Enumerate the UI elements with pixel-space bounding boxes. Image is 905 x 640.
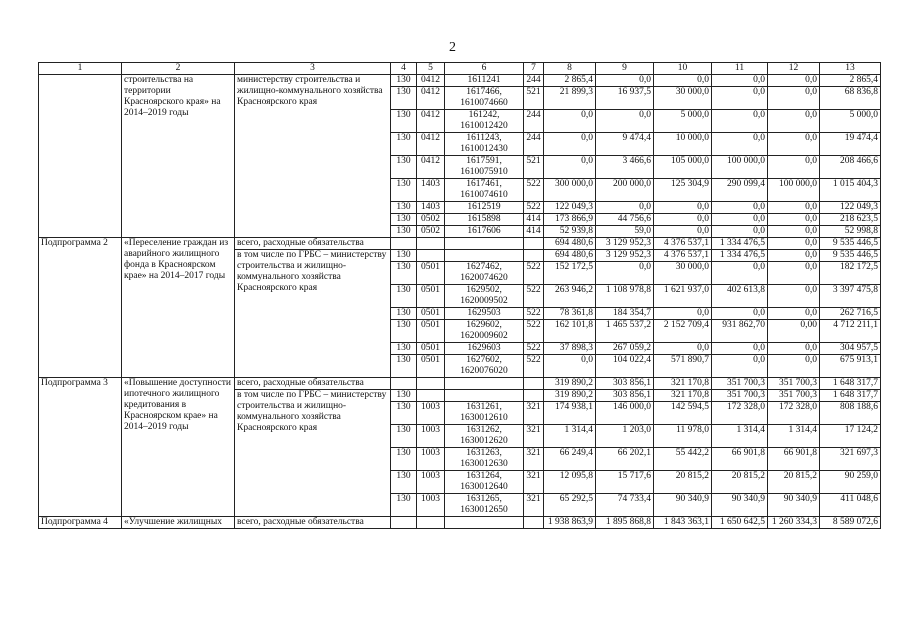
- table-cell: 1 334 476,5: [712, 250, 768, 262]
- table-cell: 321: [524, 425, 544, 448]
- table-cell: 402 613,8: [712, 285, 768, 308]
- table-cell: [445, 390, 524, 402]
- table-cell: 130: [391, 250, 417, 262]
- table-cell: 0,0: [712, 214, 768, 226]
- table-cell: 0502: [417, 226, 445, 238]
- program-cell: Подпрограмма 2: [39, 238, 122, 378]
- col-header: 5: [417, 63, 445, 75]
- table-cell: 0,0: [768, 343, 820, 355]
- table-cell: 1403: [417, 202, 445, 214]
- table-cell: 100 000,0: [712, 156, 768, 179]
- table-cell: 130: [391, 226, 417, 238]
- table-cell: 1629602, 1620009602: [445, 320, 524, 343]
- table-cell: 130: [391, 471, 417, 494]
- table-cell: 319 890,2: [544, 390, 596, 402]
- table-cell: 122 049,3: [544, 202, 596, 214]
- table-cell: 1612519: [445, 202, 524, 214]
- table-cell: 0,0: [712, 75, 768, 87]
- table-cell: 146 000,0: [596, 402, 654, 425]
- table-cell: 3 129 952,3: [596, 250, 654, 262]
- table-cell: 130: [391, 494, 417, 517]
- grbs-cell: всего, расходные обязательства: [235, 517, 391, 529]
- table-cell: 1 648 317,7: [820, 390, 881, 402]
- table-cell: 162 101,8: [544, 320, 596, 343]
- grbs-cell: всего, расходные обязательства: [235, 378, 391, 390]
- table-cell: [417, 238, 445, 250]
- table-cell: 130: [391, 133, 417, 156]
- table-cell: 0,0: [596, 110, 654, 133]
- table-cell: 10 000,0: [654, 133, 712, 156]
- table-cell: 9 535 446,5: [820, 238, 881, 250]
- grbs-cell: в том числе по ГРБС – министерству строительства и жилищно-коммунального хозяйства Красноярского края: [235, 390, 391, 517]
- col-header: 6: [445, 63, 524, 75]
- table-cell: 4 376 537,1: [654, 250, 712, 262]
- table-cell: 1003: [417, 448, 445, 471]
- table-cell: 2 865,4: [544, 75, 596, 87]
- table-cell: [417, 517, 445, 529]
- col-header: 4: [391, 63, 417, 75]
- table-cell: 20 815,2: [712, 471, 768, 494]
- table-cell: 0,0: [768, 308, 820, 320]
- col-header: 12: [768, 63, 820, 75]
- table-cell: 208 466,6: [820, 156, 881, 179]
- table-cell: 0,0: [768, 87, 820, 110]
- table-cell: 1 465 537,2: [596, 320, 654, 343]
- table-cell: 1 314,4: [712, 425, 768, 448]
- table-cell: [445, 378, 524, 390]
- table-cell: 0,0: [768, 214, 820, 226]
- name-cell: строительства на территории Красноярского края» на 2014–2019 годы: [122, 75, 235, 238]
- table-cell: 0,0: [712, 355, 768, 378]
- table-cell: 4 376 537,1: [654, 238, 712, 250]
- table-cell: 66 202,1: [596, 448, 654, 471]
- table-cell: 130: [391, 214, 417, 226]
- table-cell: 319 890,2: [544, 378, 596, 390]
- table-cell: 130: [391, 343, 417, 355]
- table-cell: 0,0: [768, 226, 820, 238]
- table-cell: 105 000,0: [654, 156, 712, 179]
- table-cell: 1003: [417, 494, 445, 517]
- table-row: [39, 75, 881, 87]
- table-body: [39, 75, 881, 529]
- col-header: 10: [654, 63, 712, 75]
- table-cell: 173 866,9: [544, 214, 596, 226]
- table-cell: 74 733,4: [596, 494, 654, 517]
- table-cell: 1 650 642,5: [712, 517, 768, 529]
- table-cell: 522: [524, 343, 544, 355]
- table-cell: 0,0: [544, 110, 596, 133]
- table-cell: 1631264, 1630012640: [445, 471, 524, 494]
- table-cell: 0,0: [654, 343, 712, 355]
- table-cell: 78 361,8: [544, 308, 596, 320]
- table-cell: 1631262, 1630012620: [445, 425, 524, 448]
- table-cell: 66 249,4: [544, 448, 596, 471]
- table-cell: 414: [524, 214, 544, 226]
- table-cell: 303 856,1: [596, 390, 654, 402]
- table-cell: 522: [524, 202, 544, 214]
- table-cell: 130: [391, 110, 417, 133]
- table-cell: 1615898: [445, 214, 524, 226]
- table-cell: 1629502, 1620009502: [445, 285, 524, 308]
- table-cell: 122 049,3: [820, 202, 881, 214]
- table-cell: 1003: [417, 402, 445, 425]
- table-cell: 66 901,8: [768, 448, 820, 471]
- table-cell: 0,0: [544, 156, 596, 179]
- table-cell: 0,0: [768, 238, 820, 250]
- table-cell: 0,0: [768, 156, 820, 179]
- table-cell: 0501: [417, 343, 445, 355]
- name-cell: «Переселение граждан из аварийного жилищного фонда в Красноярском крае» на 2014–2017 годы: [122, 238, 235, 378]
- table-cell: 694 480,6: [544, 250, 596, 262]
- table-cell: 130: [391, 202, 417, 214]
- table-cell: 3 397 475,8: [820, 285, 881, 308]
- table-cell: 0,0: [768, 133, 820, 156]
- table-cell: 0,0: [654, 226, 712, 238]
- table-cell: 1 260 334,3: [768, 517, 820, 529]
- table-cell: 1003: [417, 425, 445, 448]
- table-cell: 3 466,6: [596, 156, 654, 179]
- table-cell: 321 697,3: [820, 448, 881, 471]
- table-cell: 68 836,8: [820, 87, 881, 110]
- table-cell: 244: [524, 133, 544, 156]
- table-cell: [524, 378, 544, 390]
- table-cell: 321: [524, 448, 544, 471]
- table-cell: 1617606: [445, 226, 524, 238]
- table-cell: 0,0: [768, 202, 820, 214]
- col-header: 2: [122, 63, 235, 75]
- table-cell: 262 716,5: [820, 308, 881, 320]
- table-cell: 2 152 709,4: [654, 320, 712, 343]
- table-cell: 0,0: [712, 87, 768, 110]
- table-cell: 321 170,8: [654, 378, 712, 390]
- table-cell: 694 480,6: [544, 238, 596, 250]
- table-cell: 522: [524, 355, 544, 378]
- table-cell: 16 937,5: [596, 87, 654, 110]
- table-cell: 0,0: [712, 308, 768, 320]
- table-cell: 0412: [417, 110, 445, 133]
- table-cell: 8 589 072,6: [820, 517, 881, 529]
- table-cell: 90 340,9: [712, 494, 768, 517]
- table-cell: 0501: [417, 285, 445, 308]
- table-cell: 90 340,9: [654, 494, 712, 517]
- table-cell: 130: [391, 425, 417, 448]
- table-cell: 0412: [417, 75, 445, 87]
- table-cell: [445, 250, 524, 262]
- budget-table: [38, 62, 881, 529]
- table-cell: 37 898,3: [544, 343, 596, 355]
- table-cell: 0,0: [712, 110, 768, 133]
- table-cell: 9 535 446,5: [820, 250, 881, 262]
- table-cell: 161242, 1610012420: [445, 110, 524, 133]
- col-header: 7: [524, 63, 544, 75]
- table-cell: 184 354,7: [596, 308, 654, 320]
- table-cell: 0,0: [596, 75, 654, 87]
- table-cell: 263 946,2: [544, 285, 596, 308]
- table-cell: 174 938,1: [544, 402, 596, 425]
- table-cell: 351 700,3: [768, 378, 820, 390]
- table-cell: 321: [524, 471, 544, 494]
- table-cell: 522: [524, 262, 544, 285]
- table-cell: 90 259,0: [820, 471, 881, 494]
- table-cell: 300 000,0: [544, 179, 596, 202]
- table-cell: [445, 517, 524, 529]
- table-cell: 1629603: [445, 343, 524, 355]
- table-cell: 12 095,8: [544, 471, 596, 494]
- table-cell: 1631261, 1630012610: [445, 402, 524, 425]
- table-cell: 290 099,4: [712, 179, 768, 202]
- table-cell: 142 594,5: [654, 402, 712, 425]
- table-cell: 218 623,5: [820, 214, 881, 226]
- table-cell: 0,0: [544, 355, 596, 378]
- table-cell: 44 756,6: [596, 214, 654, 226]
- header-row: [39, 63, 881, 75]
- table-cell: 130: [391, 156, 417, 179]
- table-cell: 321: [524, 402, 544, 425]
- table-cell: 571 890,7: [654, 355, 712, 378]
- program-cell: Подпрограмма 4: [39, 517, 122, 529]
- table-cell: 1 648 317,7: [820, 378, 881, 390]
- col-header: 1: [39, 63, 122, 75]
- table-cell: 30 000,0: [654, 262, 712, 285]
- table-row: [39, 238, 881, 250]
- table-cell: 52 939,8: [544, 226, 596, 238]
- table-cell: 21 899,3: [544, 87, 596, 110]
- table-cell: 130: [391, 308, 417, 320]
- table-row: [39, 517, 881, 529]
- table-cell: 5 000,0: [654, 110, 712, 133]
- table-cell: 0,0: [712, 226, 768, 238]
- table-cell: [524, 238, 544, 250]
- table-cell: 0501: [417, 262, 445, 285]
- table-cell: 130: [391, 402, 417, 425]
- table-cell: 182 172,5: [820, 262, 881, 285]
- table-cell: 0,0: [596, 202, 654, 214]
- table-cell: 100 000,0: [768, 179, 820, 202]
- table-cell: 1629503: [445, 308, 524, 320]
- table-cell: 130: [391, 448, 417, 471]
- table-cell: 1631265, 1630012650: [445, 494, 524, 517]
- table-cell: 65 292,5: [544, 494, 596, 517]
- table-cell: 0502: [417, 214, 445, 226]
- table-cell: 130: [391, 87, 417, 110]
- table-cell: 0,0: [712, 262, 768, 285]
- table-cell: 66 901,8: [712, 448, 768, 471]
- table-cell: 17 124,2: [820, 425, 881, 448]
- table-cell: 0,0: [768, 262, 820, 285]
- col-header: 11: [712, 63, 768, 75]
- grbs-cell: всего, расходные обязательства: [235, 238, 391, 250]
- table-cell: 522: [524, 179, 544, 202]
- table-cell: 1 843 363,1: [654, 517, 712, 529]
- table-cell: 130: [391, 320, 417, 343]
- table-cell: 104 022,4: [596, 355, 654, 378]
- table-cell: 244: [524, 110, 544, 133]
- table-cell: 0,0: [654, 202, 712, 214]
- table-cell: 130: [391, 179, 417, 202]
- table-cell: 267 059,2: [596, 343, 654, 355]
- table-cell: 522: [524, 285, 544, 308]
- col-header: 13: [820, 63, 881, 75]
- table-cell: 5 000,0: [820, 110, 881, 133]
- table-cell: 675 913,1: [820, 355, 881, 378]
- table-cell: 125 304,9: [654, 179, 712, 202]
- table-cell: 0501: [417, 308, 445, 320]
- program-cell: [39, 75, 122, 238]
- table-cell: 130: [391, 75, 417, 87]
- table-cell: 2 865,4: [820, 75, 881, 87]
- table-cell: [391, 378, 417, 390]
- table-cell: 20 815,2: [654, 471, 712, 494]
- table-cell: 0,0: [654, 75, 712, 87]
- table-cell: 1617591, 1610075910: [445, 156, 524, 179]
- table-cell: 130: [391, 355, 417, 378]
- table-cell: [524, 250, 544, 262]
- name-cell: «Повышение доступности ипотечного жилищного кредитования в Красноярском крае» на 2014–2019 годы: [122, 378, 235, 517]
- table-cell: 172 328,0: [712, 402, 768, 425]
- table-cell: 244: [524, 75, 544, 87]
- table-cell: [417, 250, 445, 262]
- table-cell: 1 334 476,5: [712, 238, 768, 250]
- table-cell: 0,0: [768, 110, 820, 133]
- table-cell: 11 978,0: [654, 425, 712, 448]
- table-cell: 1611241: [445, 75, 524, 87]
- grbs-cell: в том числе по ГРБС – министерству строительства и жилищно-коммунального хозяйства Красноярского края: [235, 250, 391, 378]
- col-header: 8: [544, 63, 596, 75]
- table-cell: 90 340,9: [768, 494, 820, 517]
- table-cell: 0,0: [768, 285, 820, 308]
- table-cell: 9 474,4: [596, 133, 654, 156]
- table-cell: 1 938 863,9: [544, 517, 596, 529]
- table-cell: 172 328,0: [768, 402, 820, 425]
- table-cell: 1 015 404,3: [820, 179, 881, 202]
- grbs-cell: министерству строительства и жилищно-коммунального хозяйства Красноярского края: [235, 75, 391, 238]
- table-cell: 414: [524, 226, 544, 238]
- table-cell: 130: [391, 262, 417, 285]
- table-cell: [417, 390, 445, 402]
- table-cell: 1 895 868,8: [596, 517, 654, 529]
- table-cell: 1 314,4: [544, 425, 596, 448]
- table-cell: 321: [524, 494, 544, 517]
- table-cell: 0501: [417, 355, 445, 378]
- table-cell: 522: [524, 320, 544, 343]
- table-cell: 0,0: [712, 343, 768, 355]
- table-cell: 0,0: [712, 133, 768, 156]
- table-cell: 15 717,6: [596, 471, 654, 494]
- table-cell: 1627602, 1620076020: [445, 355, 524, 378]
- table-cell: 808 188,6: [820, 402, 881, 425]
- col-header: 3: [235, 63, 391, 75]
- table-cell: 1 621 937,0: [654, 285, 712, 308]
- table-cell: [445, 238, 524, 250]
- table-cell: 0,0: [544, 133, 596, 156]
- name-cell: «Улучшение жилищных: [122, 517, 235, 529]
- table-cell: 304 957,5: [820, 343, 881, 355]
- table-cell: 52 998,8: [820, 226, 881, 238]
- table-cell: 19 474,4: [820, 133, 881, 156]
- table-cell: 130: [391, 390, 417, 402]
- table-cell: 0501: [417, 320, 445, 343]
- table-cell: 1627462, 1620074620: [445, 262, 524, 285]
- table-cell: 20 815,2: [768, 471, 820, 494]
- table-cell: 411 048,6: [820, 494, 881, 517]
- table-cell: 0,0: [768, 75, 820, 87]
- table-cell: 1617466, 1610074660: [445, 87, 524, 110]
- table-cell: 1631263, 1630012630: [445, 448, 524, 471]
- table-cell: 3 129 952,3: [596, 238, 654, 250]
- table-cell: 0,0: [768, 250, 820, 262]
- table-cell: 4 712 211,1: [820, 320, 881, 343]
- table-cell: 0,0: [768, 355, 820, 378]
- table-cell: 351 700,3: [768, 390, 820, 402]
- table-cell: 0,0: [654, 308, 712, 320]
- table-cell: 130: [391, 285, 417, 308]
- table-cell: [417, 378, 445, 390]
- table-cell: [524, 390, 544, 402]
- table-row: [39, 378, 881, 390]
- table-cell: 521: [524, 156, 544, 179]
- table-cell: 59,0: [596, 226, 654, 238]
- program-cell: Подпрограмма 3: [39, 378, 122, 517]
- col-header: 9: [596, 63, 654, 75]
- table-cell: 30 000,0: [654, 87, 712, 110]
- table-cell: 0412: [417, 133, 445, 156]
- table-cell: 321 170,8: [654, 390, 712, 402]
- table-cell: 1611243, 1610012430: [445, 133, 524, 156]
- table-cell: 0412: [417, 87, 445, 110]
- table-cell: 522: [524, 308, 544, 320]
- table-cell: 351 700,3: [712, 390, 768, 402]
- table-cell: [391, 517, 417, 529]
- table-cell: 521: [524, 87, 544, 110]
- table-cell: 55 442,2: [654, 448, 712, 471]
- table-cell: 1003: [417, 471, 445, 494]
- table-cell: 152 172,5: [544, 262, 596, 285]
- table-cell: 0412: [417, 156, 445, 179]
- table-cell: 0,0: [712, 202, 768, 214]
- table-cell: 1 108 978,8: [596, 285, 654, 308]
- table-cell: [524, 517, 544, 529]
- table-cell: 1617461, 1610074610: [445, 179, 524, 202]
- table-cell: 0,0: [654, 214, 712, 226]
- table-cell: [391, 238, 417, 250]
- table-cell: 0,0: [596, 262, 654, 285]
- table-cell: 303 856,1: [596, 378, 654, 390]
- table-cell: 351 700,3: [712, 378, 768, 390]
- page-number: 2: [449, 40, 456, 55]
- table-cell: 1 203,0: [596, 425, 654, 448]
- table-cell: 200 000,0: [596, 179, 654, 202]
- table-cell: 931 862,70: [712, 320, 768, 343]
- table-cell: 1403: [417, 179, 445, 202]
- table-cell: 0,00: [768, 320, 820, 343]
- table-cell: 1 314,4: [768, 425, 820, 448]
